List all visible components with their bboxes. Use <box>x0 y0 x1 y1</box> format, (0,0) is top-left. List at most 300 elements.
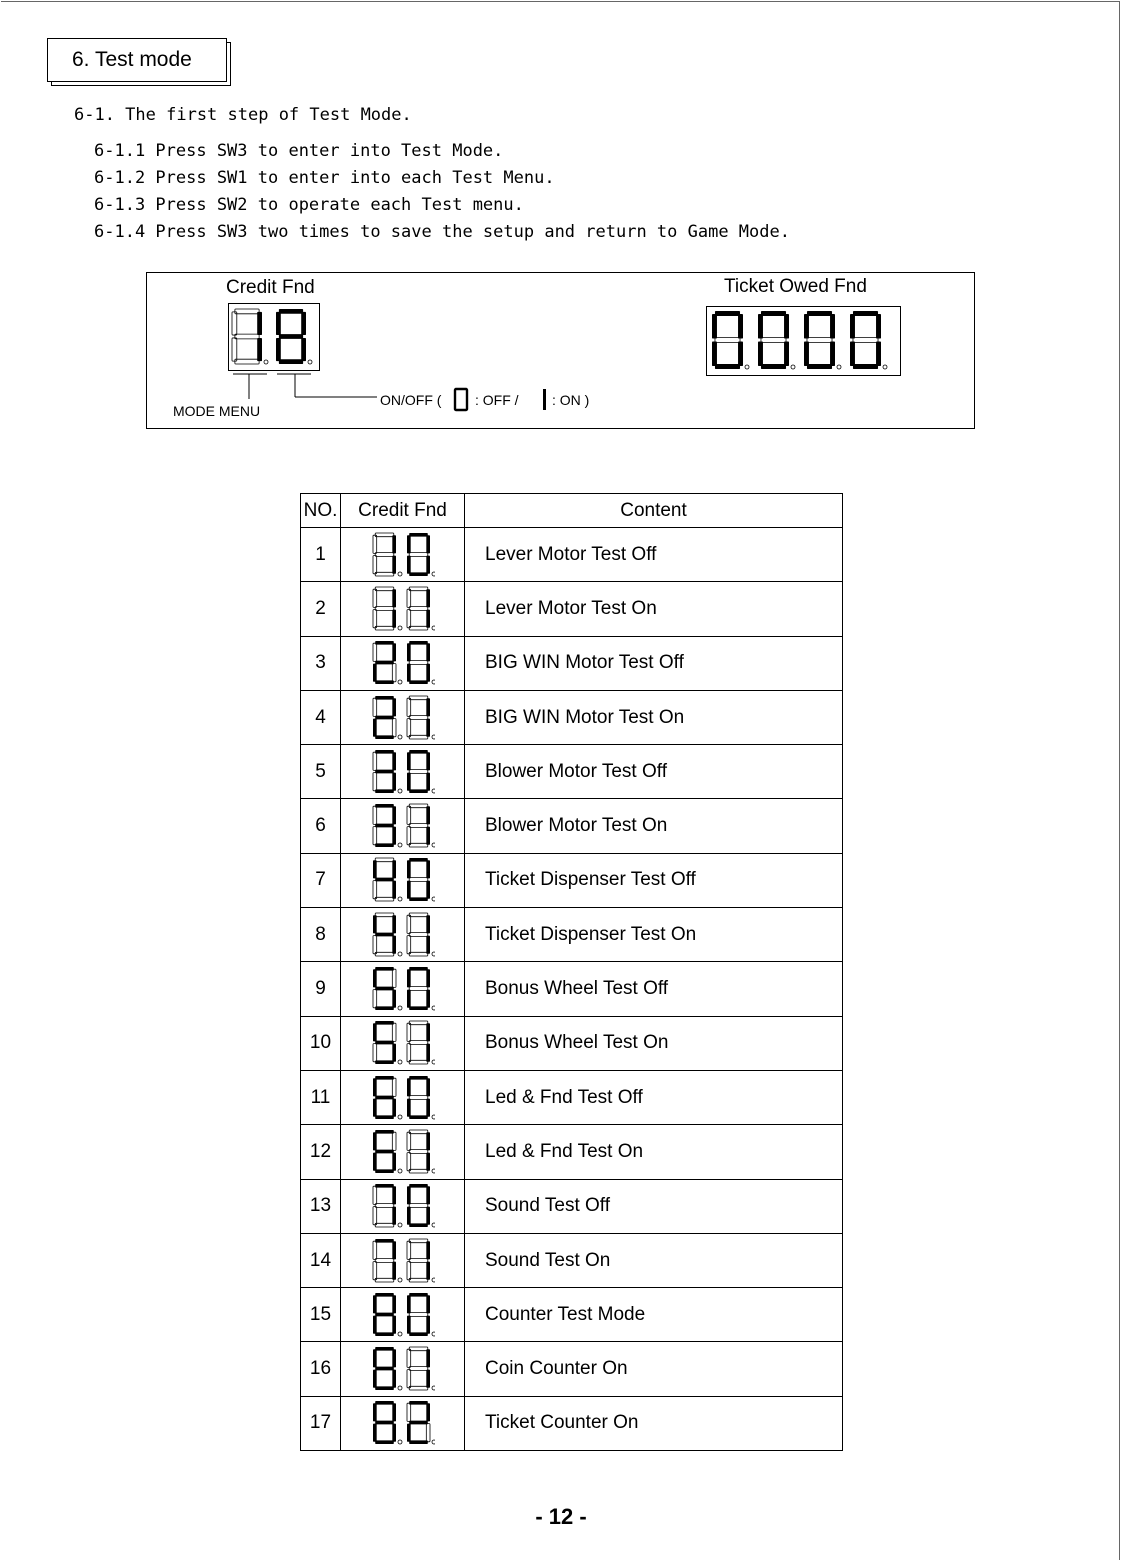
table-row <box>301 582 843 636</box>
table-row <box>301 1179 843 1233</box>
table-row <box>301 1396 843 1450</box>
segment-g <box>409 1258 428 1262</box>
segment-c <box>392 555 396 573</box>
segment-c <box>392 1098 396 1116</box>
fnd-digits <box>373 1130 435 1173</box>
row-number: 6 <box>301 799 341 853</box>
segment-d <box>409 789 428 793</box>
segment-c <box>876 341 881 366</box>
row-number: 10 <box>301 1016 341 1070</box>
decimal-point <box>398 572 402 576</box>
row-number: 2 <box>301 582 341 636</box>
credit-fnd-digits <box>232 309 312 364</box>
segment-b <box>426 1024 430 1042</box>
decimal-point <box>432 735 435 739</box>
segment-e <box>373 1424 377 1442</box>
segment-d <box>375 1115 394 1119</box>
row-content: Lever Motor Test Off <box>465 528 843 582</box>
row-content: Sound Test Off <box>465 1179 843 1233</box>
segment-b <box>392 1132 396 1150</box>
step-3: 6-1.3 Press SW2 to operate each Test menu. <box>94 195 524 215</box>
segment-b <box>426 1132 430 1150</box>
segment-c <box>426 718 430 736</box>
decimal-point <box>432 1332 435 1336</box>
credit-fnd-label: Credit Fnd <box>226 277 315 298</box>
segment-f <box>407 1078 411 1096</box>
segment-b <box>257 312 262 335</box>
fnd-digits <box>373 1239 435 1282</box>
row-content: Blower Motor Test Off <box>465 745 843 799</box>
segment-g <box>375 1150 394 1154</box>
table-header-row <box>301 494 843 528</box>
segment-g <box>409 824 428 828</box>
segment-a <box>279 309 303 314</box>
credit-fnd-display <box>228 303 320 371</box>
table-row <box>301 1016 843 1070</box>
decimal-point <box>432 952 435 956</box>
segment-a <box>375 750 394 754</box>
segment-d <box>409 1224 428 1228</box>
segment-a <box>375 913 394 917</box>
segment-g <box>409 661 428 665</box>
segment-c <box>392 1261 396 1279</box>
segment-g <box>375 1421 394 1425</box>
segment-f <box>373 861 377 879</box>
row-fnd-cell <box>341 1125 465 1179</box>
segment-f <box>407 643 411 661</box>
decimal-point <box>837 365 841 369</box>
segment-a <box>409 1347 428 1351</box>
segment-f <box>407 698 411 716</box>
segment-c <box>301 338 306 361</box>
table-row <box>301 1288 843 1342</box>
table-row <box>301 853 843 907</box>
segment-f <box>407 1349 411 1367</box>
row-number: 4 <box>301 690 341 744</box>
row-content: Bonus Wheel Test On <box>465 1016 843 1070</box>
segment-e <box>373 1098 377 1116</box>
segment-a <box>409 1076 428 1080</box>
fnd-display <box>371 639 435 687</box>
header-no: NO. <box>301 494 341 528</box>
segment-e <box>407 1370 411 1388</box>
segment-e <box>712 341 717 366</box>
segment-d <box>375 572 394 576</box>
ticket-owed-fnd-digits <box>712 311 887 369</box>
segment-c <box>784 341 789 366</box>
segment-f <box>712 314 717 339</box>
header-content: Content <box>465 494 843 528</box>
segment-d <box>409 1332 428 1336</box>
decimal-point <box>745 365 749 369</box>
segment-e <box>373 664 377 682</box>
table-row <box>301 799 843 853</box>
segment-g <box>409 607 428 611</box>
segment-d <box>279 359 303 364</box>
segment-e <box>407 772 411 790</box>
segment-c <box>392 935 396 953</box>
segment-d <box>409 952 428 956</box>
row-fnd-cell <box>341 582 465 636</box>
segment-b <box>392 1024 396 1042</box>
segment-g <box>375 552 394 556</box>
fnd-digits <box>373 1076 435 1119</box>
segment-f <box>373 969 377 987</box>
decimal-point <box>432 1386 435 1390</box>
segment-g <box>375 1312 394 1316</box>
segment-e <box>407 555 411 573</box>
segment-f <box>373 1078 377 1096</box>
segment-b <box>392 535 396 553</box>
segment-g <box>375 932 394 936</box>
segment-a <box>409 1239 428 1243</box>
fnd-display <box>371 802 435 850</box>
row-number: 17 <box>301 1396 341 1450</box>
fnd-display <box>371 856 435 904</box>
segment-g <box>409 1421 428 1425</box>
segment-e <box>407 1098 411 1116</box>
segment-a <box>409 750 428 754</box>
segment-d <box>375 843 394 847</box>
segment-g <box>853 338 878 343</box>
section-heading: 6-1. The first step of Test Mode. <box>74 105 412 125</box>
segment-f <box>373 589 377 607</box>
segment-a <box>715 311 740 316</box>
segment-e <box>407 664 411 682</box>
segment-c <box>392 664 396 682</box>
segment-c <box>426 610 430 628</box>
decimal-point <box>432 1060 435 1064</box>
fnd-display <box>371 585 435 633</box>
segment-e <box>373 555 377 573</box>
segment-d <box>409 1115 428 1119</box>
segment-b <box>392 969 396 987</box>
segment-a <box>409 641 428 645</box>
segment-f <box>407 806 411 824</box>
segment-c <box>392 610 396 628</box>
segment-a <box>375 1130 394 1134</box>
segment-b <box>392 1295 396 1313</box>
segment-f <box>407 1186 411 1204</box>
row-fnd-cell <box>341 1342 465 1396</box>
segment-e <box>850 341 855 366</box>
segment-c <box>426 664 430 682</box>
segment-b <box>876 314 881 339</box>
fnd-digits <box>373 750 435 793</box>
row-content: Ticket Dispenser Test Off <box>465 853 843 907</box>
fnd-digits <box>373 1021 435 1064</box>
fnd-digits <box>373 967 435 1010</box>
segment-b <box>426 643 430 661</box>
segment-g <box>761 338 786 343</box>
segment-a <box>409 1293 428 1297</box>
segment-b <box>392 698 396 716</box>
segment-d <box>409 843 428 847</box>
segment-c <box>392 1315 396 1333</box>
segment-e <box>373 1153 377 1171</box>
segment-e <box>373 827 377 845</box>
table-row <box>301 908 843 962</box>
on-label: : ON ) <box>552 392 590 408</box>
segment-d <box>375 626 394 630</box>
segment-a <box>409 587 428 591</box>
segment-e <box>276 338 281 361</box>
segment-d <box>409 898 428 902</box>
segment-b <box>784 314 789 339</box>
segment-d <box>409 1006 428 1010</box>
segment-f <box>407 1241 411 1259</box>
off-digit-icon <box>453 387 471 413</box>
segment-a <box>375 804 394 808</box>
segment-a <box>807 311 832 316</box>
segment-g <box>409 769 428 773</box>
segment-a <box>375 1076 394 1080</box>
segment-e <box>407 827 411 845</box>
step-1: 6-1.1 Press SW3 to enter into Test Mode. <box>94 141 504 161</box>
segment-e <box>407 935 411 953</box>
row-content: Ticket Dispenser Test On <box>465 908 843 962</box>
segment-b <box>392 1186 396 1204</box>
row-content: Sound Test On <box>465 1233 843 1287</box>
segment-g <box>375 715 394 719</box>
segment-f <box>373 752 377 770</box>
segment-d <box>409 626 428 630</box>
table-row <box>301 1342 843 1396</box>
segment-e <box>407 718 411 736</box>
segment-d <box>761 364 786 369</box>
segment-a <box>853 311 878 316</box>
row-content: BIG WIN Motor Test Off <box>465 636 843 690</box>
segment-d <box>409 1061 428 1065</box>
row-number: 14 <box>301 1233 341 1287</box>
segment-e <box>758 341 763 366</box>
segment-b <box>426 1078 430 1096</box>
segment-b <box>392 861 396 879</box>
segment-g <box>409 1095 428 1099</box>
segment-f <box>407 752 411 770</box>
segment-g <box>375 1367 394 1371</box>
segment-c <box>392 1370 396 1388</box>
segment-g <box>409 932 428 936</box>
segment-f <box>407 1404 411 1422</box>
decimal-point <box>398 680 402 684</box>
segment-e <box>407 1207 411 1225</box>
segment-d <box>409 735 428 739</box>
segment-f <box>407 915 411 933</box>
fnd-display <box>371 1074 435 1122</box>
row-fnd-cell <box>341 799 465 853</box>
segment-a <box>375 967 394 971</box>
diagram-connector-lines <box>227 371 387 401</box>
segment-g <box>409 1312 428 1316</box>
segment-f <box>373 1404 377 1422</box>
segment-b <box>426 861 430 879</box>
segment-a <box>409 967 428 971</box>
segment-d <box>375 952 394 956</box>
fnd-display <box>371 531 435 579</box>
segment-c <box>738 341 743 366</box>
segment-g <box>409 1041 428 1045</box>
segment-g <box>375 769 394 773</box>
segment-a <box>375 1293 394 1297</box>
row-fnd-cell <box>341 1179 465 1233</box>
fnd-digits <box>373 696 435 739</box>
decimal-point <box>791 365 795 369</box>
segment-e <box>407 610 411 628</box>
fnd-digits <box>373 1347 435 1390</box>
segment-f <box>373 915 377 933</box>
table-row <box>301 528 843 582</box>
segment-b <box>392 806 396 824</box>
ticket-owed-fnd-label: Ticket Owed Fnd <box>724 276 867 297</box>
segment-a <box>375 1021 394 1025</box>
segment-d <box>375 735 394 739</box>
segment-b <box>426 1404 430 1422</box>
segment-c <box>392 718 396 736</box>
segment-f <box>373 806 377 824</box>
segment-a <box>375 1184 394 1188</box>
row-number: 8 <box>301 908 341 962</box>
segment-d <box>375 1169 394 1173</box>
decimal-point <box>432 680 435 684</box>
test-menu-table <box>300 493 843 1451</box>
segment-b <box>392 1241 396 1259</box>
row-fnd-cell <box>341 636 465 690</box>
segment-a <box>375 696 394 700</box>
fnd-digits <box>373 1184 435 1227</box>
segment-d <box>409 1386 428 1390</box>
segment-g <box>409 1204 428 1208</box>
row-fnd-cell <box>341 690 465 744</box>
segment-e <box>373 610 377 628</box>
table-row <box>301 745 843 799</box>
segment-c <box>426 1370 430 1388</box>
segment-g <box>279 334 303 339</box>
segment-g <box>375 987 394 991</box>
segment-b <box>426 698 430 716</box>
decimal-point <box>398 1060 402 1064</box>
segment-f <box>373 535 377 553</box>
segment-a <box>409 533 428 537</box>
segment-c <box>392 1153 396 1171</box>
segment-f <box>758 314 763 339</box>
segment-c <box>426 990 430 1008</box>
row-content: Blower Motor Test On <box>465 799 843 853</box>
segment-e <box>232 338 237 361</box>
segment-a <box>409 913 428 917</box>
segment-c <box>392 990 396 1008</box>
off-label: : OFF / <box>475 392 519 408</box>
segment-c <box>392 1044 396 1062</box>
segment-c <box>426 881 430 899</box>
segment-g <box>409 715 428 719</box>
row-content: Lever Motor Test On <box>465 582 843 636</box>
row-content: Led & Fnd Test Off <box>465 1070 843 1124</box>
segment-f <box>407 861 411 879</box>
decimal-point <box>398 1115 402 1119</box>
segment-f <box>373 1349 377 1367</box>
segment-e <box>373 772 377 790</box>
segment-b <box>426 1295 430 1313</box>
segment-d <box>409 681 428 685</box>
segment-g <box>375 661 394 665</box>
table-row <box>301 962 843 1016</box>
segment-c <box>392 1424 396 1442</box>
row-fnd-cell <box>341 745 465 799</box>
fnd-display <box>371 1019 435 1067</box>
fnd-display <box>371 1182 435 1230</box>
row-fnd-cell <box>341 908 465 962</box>
segment-b <box>392 752 396 770</box>
segment-e <box>407 1153 411 1171</box>
segment-b <box>301 312 306 335</box>
segment-b <box>426 915 430 933</box>
segment-g <box>715 338 740 343</box>
segment-b <box>392 915 396 933</box>
segment-d <box>807 364 832 369</box>
step-4: 6-1.4 Press SW3 two times to save the setup and return to Game Mode. <box>94 222 790 242</box>
header-credit-fnd: Credit Fnd <box>341 494 465 528</box>
fnd-display <box>371 965 435 1013</box>
segment-c <box>426 555 430 573</box>
segment-g <box>375 1204 394 1208</box>
segment-a <box>375 641 394 645</box>
segment-d <box>375 1386 394 1390</box>
segment-e <box>373 990 377 1008</box>
decimal-point <box>398 1440 402 1444</box>
decimal-point <box>398 1223 402 1227</box>
segment-e <box>373 935 377 953</box>
segment-c <box>426 1098 430 1116</box>
segment-a <box>761 311 786 316</box>
segment-b <box>426 1349 430 1367</box>
fnd-digits <box>373 804 435 847</box>
segment-f <box>373 1241 377 1259</box>
decimal-point <box>398 1169 402 1173</box>
segment-g <box>235 334 259 339</box>
row-number: 11 <box>301 1070 341 1124</box>
segment-g <box>375 1095 394 1099</box>
decimal-point <box>398 897 402 901</box>
segment-g <box>375 1041 394 1045</box>
decimal-point <box>398 952 402 956</box>
segment-c <box>392 1207 396 1225</box>
fnd-display <box>371 1399 435 1447</box>
row-fnd-cell <box>341 1396 465 1450</box>
segment-a <box>375 1347 394 1351</box>
segment-d <box>715 364 740 369</box>
segment-d <box>375 1278 394 1282</box>
row-number: 1 <box>301 528 341 582</box>
segment-e <box>373 1207 377 1225</box>
segment-e <box>407 1424 411 1442</box>
segment-e <box>373 1261 377 1279</box>
fnd-display <box>371 1128 435 1176</box>
segment-a <box>375 533 394 537</box>
segment-f <box>407 1295 411 1313</box>
fnd-digits <box>373 913 435 956</box>
segment-a <box>235 309 259 314</box>
segment-d <box>409 1441 428 1445</box>
segment-d <box>409 1169 428 1173</box>
segment-f <box>407 969 411 987</box>
segment-c <box>426 1207 430 1225</box>
segment-f <box>407 1132 411 1150</box>
segment-b <box>426 969 430 987</box>
row-content: Ticket Counter On <box>465 1396 843 1450</box>
row-number: 9 <box>301 962 341 1016</box>
fnd-display <box>371 1291 435 1339</box>
